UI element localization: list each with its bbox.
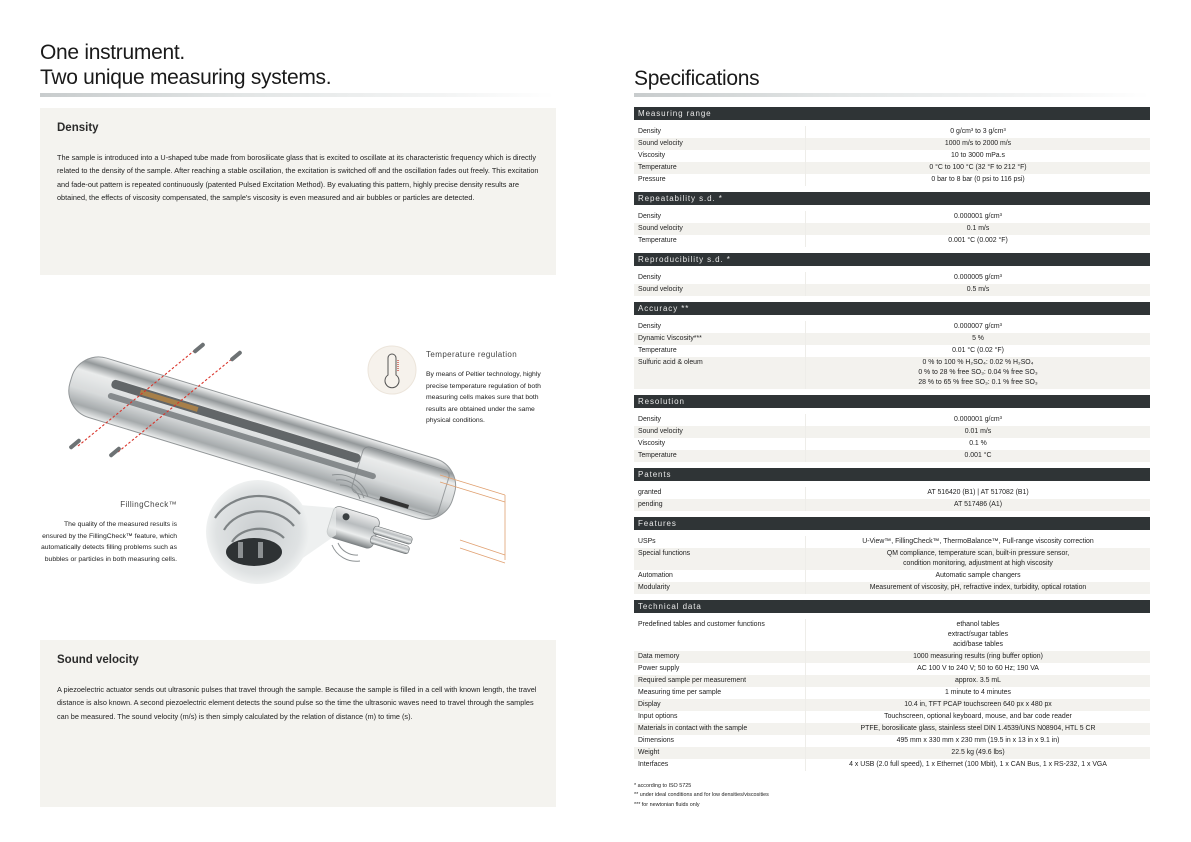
spec-label: Sound velocity — [634, 426, 806, 438]
spec-rows — [634, 321, 1150, 389]
spec-label: Measuring time per sample — [634, 687, 806, 699]
spec-section-header: Accuracy ** — [634, 302, 1150, 315]
spec-section — [634, 253, 1150, 296]
spec-row — [634, 548, 1150, 570]
spec-rows — [634, 272, 1150, 296]
spec-value: 0.01 °C (0.02 °F) — [952, 347, 1004, 354]
spec-label: Temperature — [634, 345, 806, 357]
spec-row — [634, 570, 1150, 582]
spec-row — [634, 759, 1150, 771]
spec-value: 0 bar to 8 bar (0 psi to 116 psi) — [931, 176, 1025, 183]
spec-label: USPs — [634, 536, 806, 548]
spec-label: Density — [634, 211, 806, 223]
spec-value: 0 °C to 100 °C (32 °F to 212 °F) — [929, 164, 1027, 171]
spec-value: 0 g/cm³ to 3 g/cm³ — [950, 128, 1006, 135]
spec-label: Dynamic Viscosity*** — [634, 333, 806, 345]
spec-value: 0.000005 g/cm³ — [954, 274, 1002, 281]
spec-row — [634, 582, 1150, 594]
spec-value: 0.000001 g/cm³ — [954, 416, 1002, 423]
spec-label: Temperature — [634, 162, 806, 174]
spec-row — [634, 345, 1150, 357]
spec-section-header: Resolution — [634, 395, 1150, 408]
spec-section-header: Reproducibility s.d. * — [634, 253, 1150, 266]
spec-value: AC 100 V to 240 V; 50 to 60 Hz; 190 VA — [917, 665, 1039, 672]
spec-value: 495 mm x 330 mm x 230 mm (19.5 in x 13 in x 9.1 in) — [896, 737, 1060, 744]
spec-row — [634, 126, 1150, 138]
spec-row — [634, 150, 1150, 162]
spec-rows — [634, 487, 1150, 511]
spec-row — [634, 699, 1150, 711]
spec-label: Weight — [634, 747, 806, 759]
title-underline — [634, 93, 1150, 97]
filling-check-title: FillingCheck™ — [120, 500, 177, 509]
specifications-table — [634, 107, 1150, 777]
spec-rows — [634, 536, 1150, 594]
spec-label: Data memory — [634, 651, 806, 663]
spec-section — [634, 517, 1150, 594]
spec-label: Sound velocity — [634, 223, 806, 235]
spec-label: Temperature — [634, 235, 806, 247]
spec-label: Display — [634, 699, 806, 711]
spec-value: 0.001 °C — [964, 452, 992, 459]
spec-row — [634, 487, 1150, 499]
density-heading: Density — [57, 122, 99, 134]
spec-row — [634, 333, 1150, 345]
spec-row — [634, 357, 1150, 389]
spec-label: Sulfuric acid & oleum — [634, 357, 806, 389]
spec-label: Viscosity — [634, 150, 806, 162]
spec-label: Predefined tables and customer functions — [634, 619, 806, 651]
spec-section — [634, 107, 1150, 186]
spec-section — [634, 468, 1150, 511]
spec-row — [634, 174, 1150, 186]
sound-velocity-heading: Sound velocity — [57, 654, 139, 666]
spec-rows — [634, 414, 1150, 462]
sound-velocity-text: A piezoelectric actuator sends out ultrasonic pulses that travel through the sample. Because the sample is filled in a cell with known length, the travel distance is also known. A second piezoelectric element detects the sound pulse so the time the ultrasonic waves need to travel through the samples can be measured. The sound velocity (m/s) is then simply calculated by the relation of distance (m) to time (s). — [57, 685, 537, 721]
spec-label: Density — [634, 272, 806, 284]
spec-row — [634, 272, 1150, 284]
spec-value: 0.01 m/s — [964, 428, 992, 435]
spec-value: 5 % — [972, 335, 984, 342]
spec-row — [634, 235, 1150, 247]
spec-row — [634, 499, 1150, 511]
spec-row — [634, 536, 1150, 548]
spec-row — [634, 211, 1150, 223]
spec-row — [634, 723, 1150, 735]
spec-value: 0.1 m/s — [966, 225, 990, 232]
specifications-title: Specifications — [634, 67, 760, 90]
spec-value: AT 517486 (A1) — [953, 501, 1002, 508]
spec-value: ethanol tables extract/sugar tables acid/base tables — [947, 621, 1009, 648]
spec-value: 22.5 kg (49.6 lbs) — [951, 749, 1005, 756]
spec-row — [634, 426, 1150, 438]
spec-label: granted — [634, 487, 806, 499]
spec-row — [634, 450, 1150, 462]
footnote: *** for newtonian fluids only — [634, 801, 700, 808]
spec-row — [634, 747, 1150, 759]
spec-label: Power supply — [634, 663, 806, 675]
spec-row — [634, 414, 1150, 426]
spec-value: U-View™, FillingCheck™, ThermoBalance™, Full-range viscosity correction — [862, 538, 1094, 545]
spec-row — [634, 735, 1150, 747]
spec-section — [634, 395, 1150, 462]
spec-value: 1000 m/s to 2000 m/s — [944, 140, 1012, 147]
spec-value: 0.1 % — [969, 440, 987, 447]
spec-row — [634, 162, 1150, 174]
page-title — [40, 40, 331, 90]
spec-value: 10.4 in, TFT PCAP touchscreen 640 px x 480 px — [904, 701, 1052, 708]
spec-row — [634, 675, 1150, 687]
spec-label: pending — [634, 499, 806, 511]
spec-label: Automation — [634, 570, 806, 582]
title-line-1: One instrument. — [40, 41, 185, 64]
spec-section-header: Technical data — [634, 600, 1150, 613]
spec-row — [634, 687, 1150, 699]
spec-row — [634, 663, 1150, 675]
spec-value: 0 % to 100 % H₂SO₄: 0.02 % H₂SO₄ 0 % to 28 % free SO₃: 0.04 % free SO₃ 28 % to 65 % free SO₃: 0.1 % free SO₃ — [918, 359, 1038, 386]
spec-section-header: Patents — [634, 468, 1150, 481]
spec-row — [634, 651, 1150, 663]
spec-value: 0.001 °C (0.002 °F) — [948, 237, 1008, 244]
spec-label: Pressure — [634, 174, 806, 186]
spec-label: Sound velocity — [634, 284, 806, 296]
filling-check-text: The quality of the measured results is ensured by the FillingCheck™ feature, which automatically detects filling problems such as bubbles or particles in both measuring cells. — [40, 521, 177, 563]
spec-section — [634, 302, 1150, 389]
spec-row — [634, 711, 1150, 723]
temperature-regulation-text: By means of Peltier technology, highly precise temperature regulation of both measuring cells makes sure that both results are obtained under the same physical conditions. — [426, 371, 541, 424]
spec-label: Modularity — [634, 582, 806, 594]
spec-value: AT 516420 (B1) | AT 517082 (B1) — [927, 489, 1029, 496]
spec-label: Temperature — [634, 450, 806, 462]
density-section — [40, 108, 556, 275]
spec-label: Sound velocity — [634, 138, 806, 150]
spec-row — [634, 138, 1150, 150]
spec-value: PTFE, borosilicate glass, stainless steel DIN 1.4539/UNS N08904, HTL 5 CR — [860, 725, 1096, 732]
spec-row — [634, 223, 1150, 235]
spec-value: Automatic sample changers — [935, 572, 1021, 579]
spec-row — [634, 284, 1150, 296]
temperature-regulation-title: Temperature regulation — [426, 350, 518, 359]
spec-label: Special functions — [634, 548, 806, 570]
spec-label: Materials in contact with the sample — [634, 723, 806, 735]
spec-label: Input options — [634, 711, 806, 723]
spec-row — [634, 321, 1150, 333]
sound-velocity-section — [40, 640, 556, 807]
spec-label: Density — [634, 414, 806, 426]
spec-value: 1000 measuring results (ring buffer option) — [913, 653, 1043, 660]
spec-label: Viscosity — [634, 438, 806, 450]
spec-value: approx. 3.5 mL — [955, 677, 1001, 684]
footnote: ** under ideal conditions and for low densities/viscosities — [634, 792, 769, 799]
spec-value: 1 minute to 4 minutes — [945, 689, 1011, 696]
spec-rows — [634, 619, 1150, 771]
spec-label: Required sample per measurement — [634, 675, 806, 687]
spec-section-header: Features — [634, 517, 1150, 530]
spec-label: Dimensions — [634, 735, 806, 747]
footnote: * according to ISO 5725 — [634, 783, 692, 789]
spec-rows — [634, 211, 1150, 247]
spec-label: Density — [634, 321, 806, 333]
spec-value: 0.000007 g/cm³ — [954, 323, 1002, 330]
spec-value: 0.000001 g/cm³ — [954, 213, 1002, 220]
title-line-2: Two unique measuring systems. — [40, 66, 332, 89]
spec-value: 4 x USB (2.0 full speed), 1 x Ethernet (100 Mbit), 1 x CAN Bus, 1 x RS-232, 1 x VGA — [849, 761, 1107, 768]
spec-section — [634, 600, 1150, 771]
spec-label: Density — [634, 126, 806, 138]
density-text: The sample is introduced into a U-shaped tube made from borosilicate glass that is excited to oscillate at its characteristic frequency which is directly related to the density of the sample. After reaching a stable oscillation, the excitation is switched off and the oscillation fades out freely. This excitation and fade-out pattern is repeated continuously (patented Pulsed Excitation Method). By evaluating this pattern, highly precise density results are obtained, the effects of viscosity compensated, the sample's viscosity is even measured and air bubbles or particles are detected. — [57, 153, 539, 202]
spec-value: Measurement of viscosity, pH, refractive index, turbidity, optical rotation — [869, 584, 1087, 591]
spec-row — [634, 619, 1150, 651]
spec-value: Touchscreen, optional keyboard, mouse, and bar code reader — [884, 713, 1072, 720]
spec-value: 0.5 m/s — [966, 286, 990, 293]
thermometer-icon — [368, 346, 416, 394]
spec-rows — [634, 126, 1150, 186]
spec-value: QM compliance, temperature scan, built-in pressure sensor, condition monitoring, adjustment at high viscosity — [886, 550, 1070, 567]
spec-section-header: Repeatability s.d. * — [634, 192, 1150, 205]
spec-label: Interfaces — [634, 759, 806, 771]
spec-row — [634, 438, 1150, 450]
footnotes — [634, 782, 769, 810]
spec-section-header: Measuring range — [634, 107, 1150, 120]
spec-section — [634, 192, 1150, 247]
title-underline — [40, 93, 555, 97]
spec-value: 10 to 3000 mPa.s — [950, 152, 1005, 159]
